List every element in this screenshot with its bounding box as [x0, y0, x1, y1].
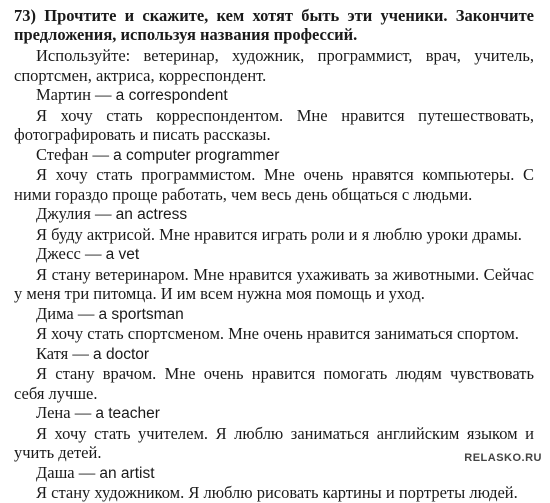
profession-english: an actress	[115, 206, 188, 223]
list-item	[14, 204, 534, 244]
exercise-73	[14, 6, 534, 503]
student-line	[14, 304, 534, 325]
student-name: Джесс	[36, 244, 81, 263]
dash: —	[74, 462, 100, 482]
student-line	[14, 204, 534, 225]
student-name: Джулия	[36, 204, 91, 223]
entry-list	[14, 85, 534, 503]
profession-english: a vet	[105, 246, 140, 263]
dash: —	[70, 403, 96, 422]
dash: —	[90, 85, 116, 104]
exercise-hint: Используйте: ветеринар, художник, программист, врач, учитель, спортсмен, актриса, корреспондент.	[14, 46, 534, 85]
profession-english: a computer programmer	[113, 146, 280, 164]
answer-text: Я стану ветеринаром. Мне нравится ухаживать за животными. Сейчас у меня три питомца. И им всем нужна моя помощь и уход.	[14, 264, 534, 303]
student-name: Стефан	[36, 144, 89, 164]
student-line	[14, 463, 534, 484]
dash: —	[80, 244, 106, 263]
answer-text: Я стану художником. Я люблю рисовать картины и портреты людей.	[36, 483, 518, 502]
dash: —	[73, 303, 99, 323]
dash: —	[88, 144, 114, 164]
list-item	[14, 463, 534, 503]
answer-text: Я буду актрисой. Мне нравится играть роли и я люблю уроки драмы.	[36, 224, 522, 244]
student-line	[14, 145, 534, 166]
profession-english: a teacher	[95, 405, 160, 422]
student-name: Мартин	[36, 85, 91, 104]
answer-text: Я хочу стать корреспондентом. Мне нравится путешествовать, фотографировать и писать рассказы.	[14, 105, 534, 144]
answer-text: Я стану врачом. Мне очень нравится помогать людям чувствовать себя лучше.	[14, 364, 534, 403]
student-name: Лена	[36, 403, 71, 422]
list-item	[14, 145, 534, 205]
answer-text: Я хочу стать программистом. Мне очень нравятся компьютеры. С ними гораздо проще работать, чем весь день общаться с людьми.	[14, 165, 534, 204]
student-name: Даша	[36, 462, 75, 482]
student-line	[14, 403, 534, 424]
list-item	[14, 403, 534, 463]
answer-text: Я хочу стать учителем. Я люблю заниматься английским языком и учить детей.	[14, 423, 534, 462]
site-watermark: RELASKO.RU	[464, 452, 542, 464]
exercise-number: 73)	[14, 6, 36, 25]
profession-english: an artist	[99, 464, 155, 482]
dash: —	[90, 204, 116, 223]
list-item	[14, 85, 534, 145]
list-item	[14, 304, 534, 344]
list-item	[14, 344, 534, 404]
student-line	[14, 244, 534, 265]
dash: —	[68, 343, 94, 363]
profession-english: a sportsman	[98, 305, 184, 323]
list-item	[14, 244, 534, 304]
answer-text: Я хочу стать спортсменом. Мне очень нравится заниматься спортом.	[36, 324, 519, 343]
profession-english: a doctor	[93, 345, 150, 363]
task-text: Прочтите и скажите, кем хотят быть эти ученики. Закончите предложения, используя названия профессий.	[14, 6, 534, 44]
profession-english: a correspondent	[115, 87, 228, 104]
student-name: Катя	[36, 343, 69, 363]
student-name: Дима	[36, 303, 74, 323]
student-line	[14, 85, 534, 106]
student-line	[14, 344, 534, 365]
exercise-task	[14, 6, 534, 44]
